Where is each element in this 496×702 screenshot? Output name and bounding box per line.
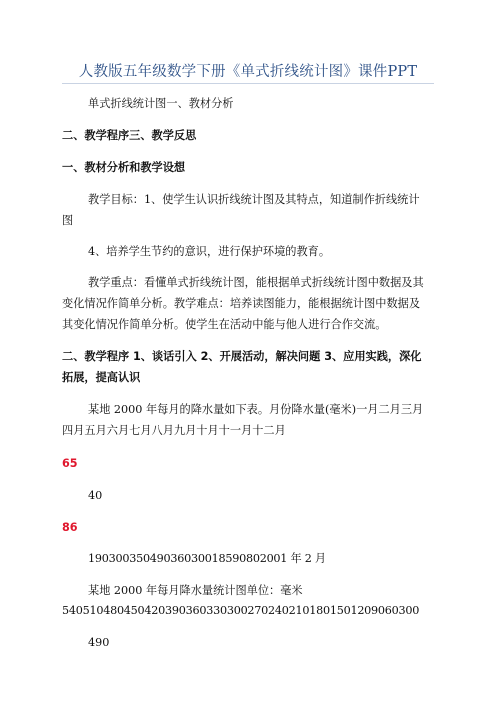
- heading-program-line-1: 二、教学程序 1、谈话引入 2、开展活动，解决问题 3、应用实践，深化: [62, 350, 422, 363]
- paragraph-key-line-2: 变化情况作简单分析。教学难点：培养读图能力，能根据统计图中数据及: [62, 297, 421, 310]
- heading-analysis-design: 一、教材分析和教学设想: [62, 161, 186, 174]
- paragraph-rainfall-line-1: 某地 2000 年每月的降水量如下表。月份降水量(毫米)一月二月三月: [88, 403, 424, 416]
- axis-values-line: 540510480450420390360330300270240210180150120906030​0: [62, 604, 420, 617]
- paragraph-goal-line-2: 图: [62, 214, 74, 227]
- heading-program-line-2: 拓展，提高认识: [62, 371, 141, 384]
- paragraph-analysis: 单式折线统计图一、教材分析: [88, 97, 234, 110]
- heading-procedure-reflection: 二、教学程序三、教学反思: [62, 129, 197, 142]
- red-number-86: 86: [62, 521, 78, 534]
- title-divider: [62, 83, 434, 84]
- chart-caption-line: 某地 2000 年每月降水量统计图单位：毫米: [88, 584, 303, 597]
- paragraph-key-line-3: 其变化情况作简单分析。使学生在活动中能与他人进行合作交流。: [62, 318, 387, 331]
- document-title: 人教版五年级数学下册《单式折线统计图》课件PPT: [78, 64, 418, 80]
- number-40: 40: [88, 489, 103, 502]
- paragraph-key-line-1: 教学重点：看懂单式折线统计图，能根据单式折线统计图中数据及其: [88, 276, 424, 289]
- number-490: 490: [88, 636, 110, 649]
- paragraph-goal-4: 4、培养学生节约的意识，进行保护环境的教育。: [88, 245, 331, 258]
- digit-sequence-line: 19030035049036030018590802001 年 2 月: [88, 552, 326, 565]
- paragraph-rainfall-line-2: 四月五月六月七月八月九月十月十一月十二月: [62, 424, 286, 437]
- paragraph-goal-line-1: 教学目标：1、使学生认识折线统计图及其特点，知道制作折线统计: [88, 193, 420, 206]
- red-number-65: 65: [62, 457, 78, 470]
